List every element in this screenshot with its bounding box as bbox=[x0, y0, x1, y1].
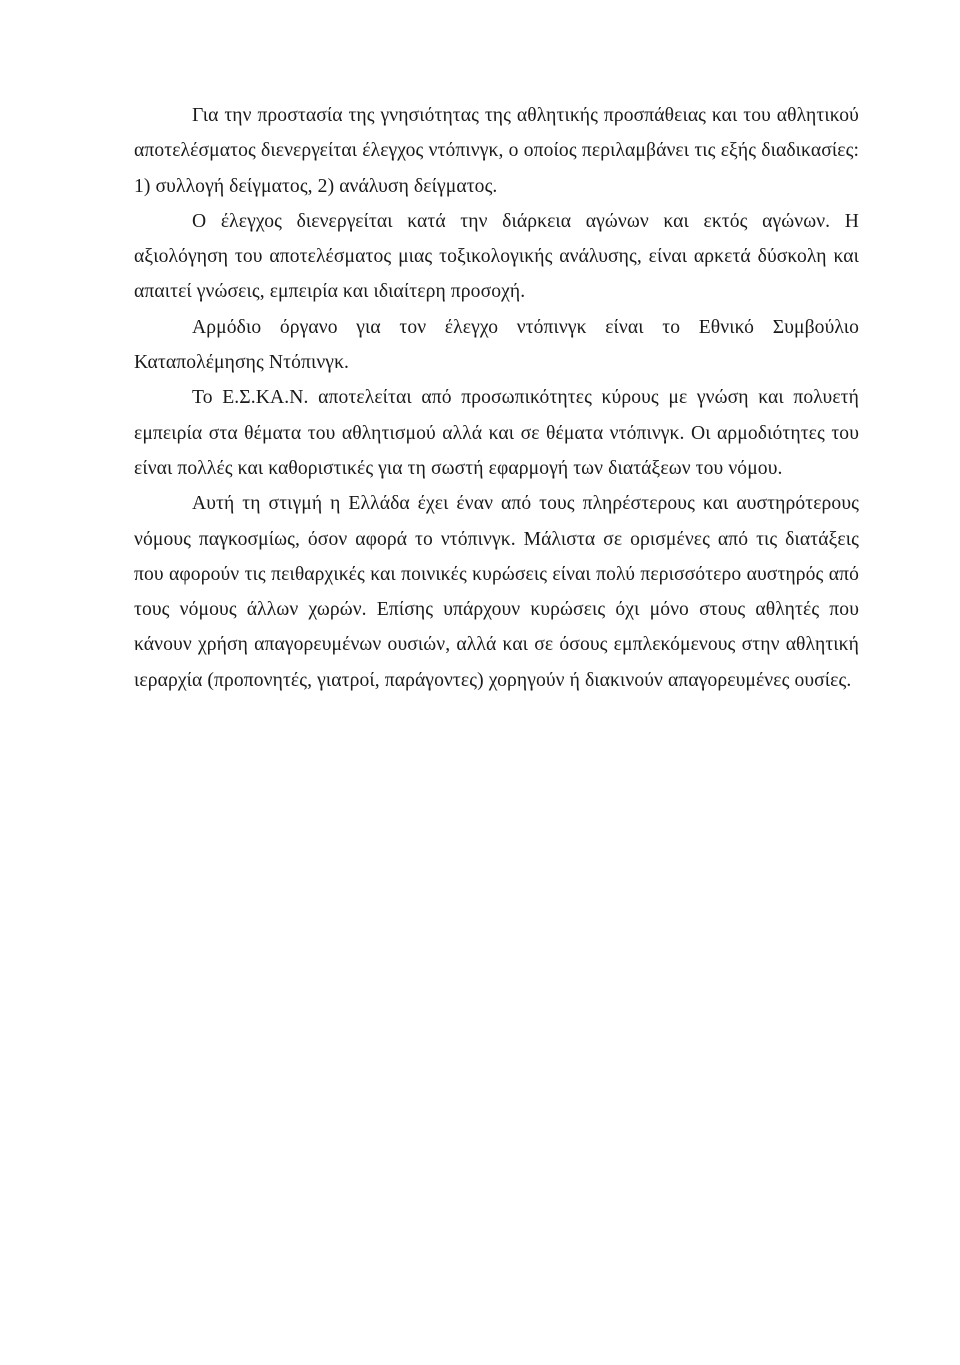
paragraph-doping-control-intro: Για την προστασία της γνησιότητας της αθλητικής προσπάθειας και του αθλητικού αποτελέσματος διενεργείται έλεγχος ντόπινγκ, ο οποίος περιλαμβάνει τις εξής διαδικασίες: 1) συλλογή δείγματος, 2) ανάλυση δείγματος. bbox=[134, 105, 859, 197]
paragraph-control-evaluation: Ο έλεγχος διενεργείται κατά την διάρκεια αγώνων και εκτός αγώνων. Η αξιολόγηση του αποτελέσματος μιας τοξικολογικής ανάλυσης, είναι αρκετά δύσκολη και απαιτεί γνώσεις, εμπειρία και ιδιαίτερη προσοχή. bbox=[134, 210, 859, 303]
document-body bbox=[134, 98, 859, 698]
paragraph-eskan-description: Το Ε.Σ.ΚΑ.Ν. αποτελείται από προσωπικότητες κύρους με γνώση και πολυετή εμπειρία στα θέματα του αθλητισμού αλλά και σε θέματα ντόπινγκ. Οι αρμοδιότητες του είναι πολλές και καθοριστικές για τη σωστή εφαρμογή των διατάξεων του νόμου. bbox=[134, 387, 859, 479]
paragraph-competent-authority: Αρμόδιο όργανο για τον έλεγχο ντόπινγκ είναι το Εθνικό Συμβούλιο Καταπολέμησης Ντόπινγκ. bbox=[134, 316, 859, 374]
paragraph-greek-law: Αυτή τη στιγμή η Ελλάδα έχει έναν από τους πληρέστερους και αυστηρότερους νόμους παγκοσμίως, όσον αφορά το ντόπινγκ. Μάλιστα σε ορισμένες από τις διατάξεις που αφορούν τις πειθαρχικές και ποινικές κυρώσεις είναι πολύ περισσότερο αυστηρός από τους νόμους άλλων χωρών. Επίσης υπάρχουν κυρώσεις όχι μόνο στους αθλητές που κάνουν χρήση απαγορευμένων ουσιών, αλλά και σε όσους εμπλεκόμενους στην αθλητική ιεραρχία (προπονητές, γιατροί, παράγοντες) χορηγούν ή διακινούν απαγορευμένες ουσίες. bbox=[134, 493, 859, 691]
